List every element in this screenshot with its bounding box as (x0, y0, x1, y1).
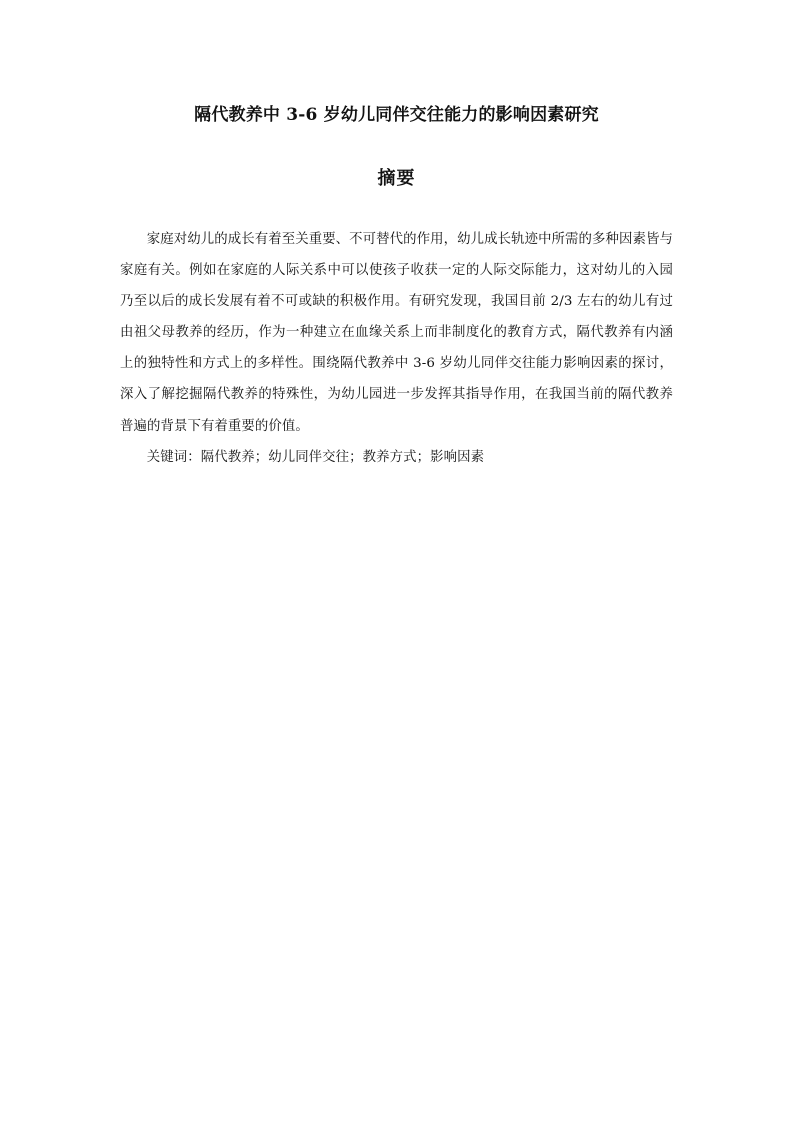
abstract-heading: 摘要 (377, 168, 416, 189)
abstract-paragraph: 家庭对幼儿的成长有着至关重要、不可替代的作用，幼儿成长轨迹中所需的多种因素皆与家庭有关。例如在家庭的人际关系中可以使孩子收获一定的人际交际能力，这对幼儿的入园乃至以后的成长发展有着不可或缺的积极作用。有研究发现，我国目前 2/3 左右的幼儿有过由祖父母教养的经历，作为一种建立在血缘关系上而非制度化的教育方式，隔代教养有内涵上的独特性和方式上的多样性。围绕隔代教养中 3-6 岁幼儿同伴交往能力影响因素的探讨，深入了解挖掘隔代教养的特殊性，为幼儿园进一步发挥其指导作用，在我国当前的隔代教养普遍的背景下有着重要的价值。 (120, 232, 673, 434)
abstract-body (120, 224, 673, 473)
keywords-line: 关键词：隔代教养；幼儿同伴交往；教养方式；影响因素 (146, 449, 485, 465)
document-title: 隔代教养中 3-6 岁幼儿同伴交往能力的影响因素研究 (194, 105, 599, 125)
